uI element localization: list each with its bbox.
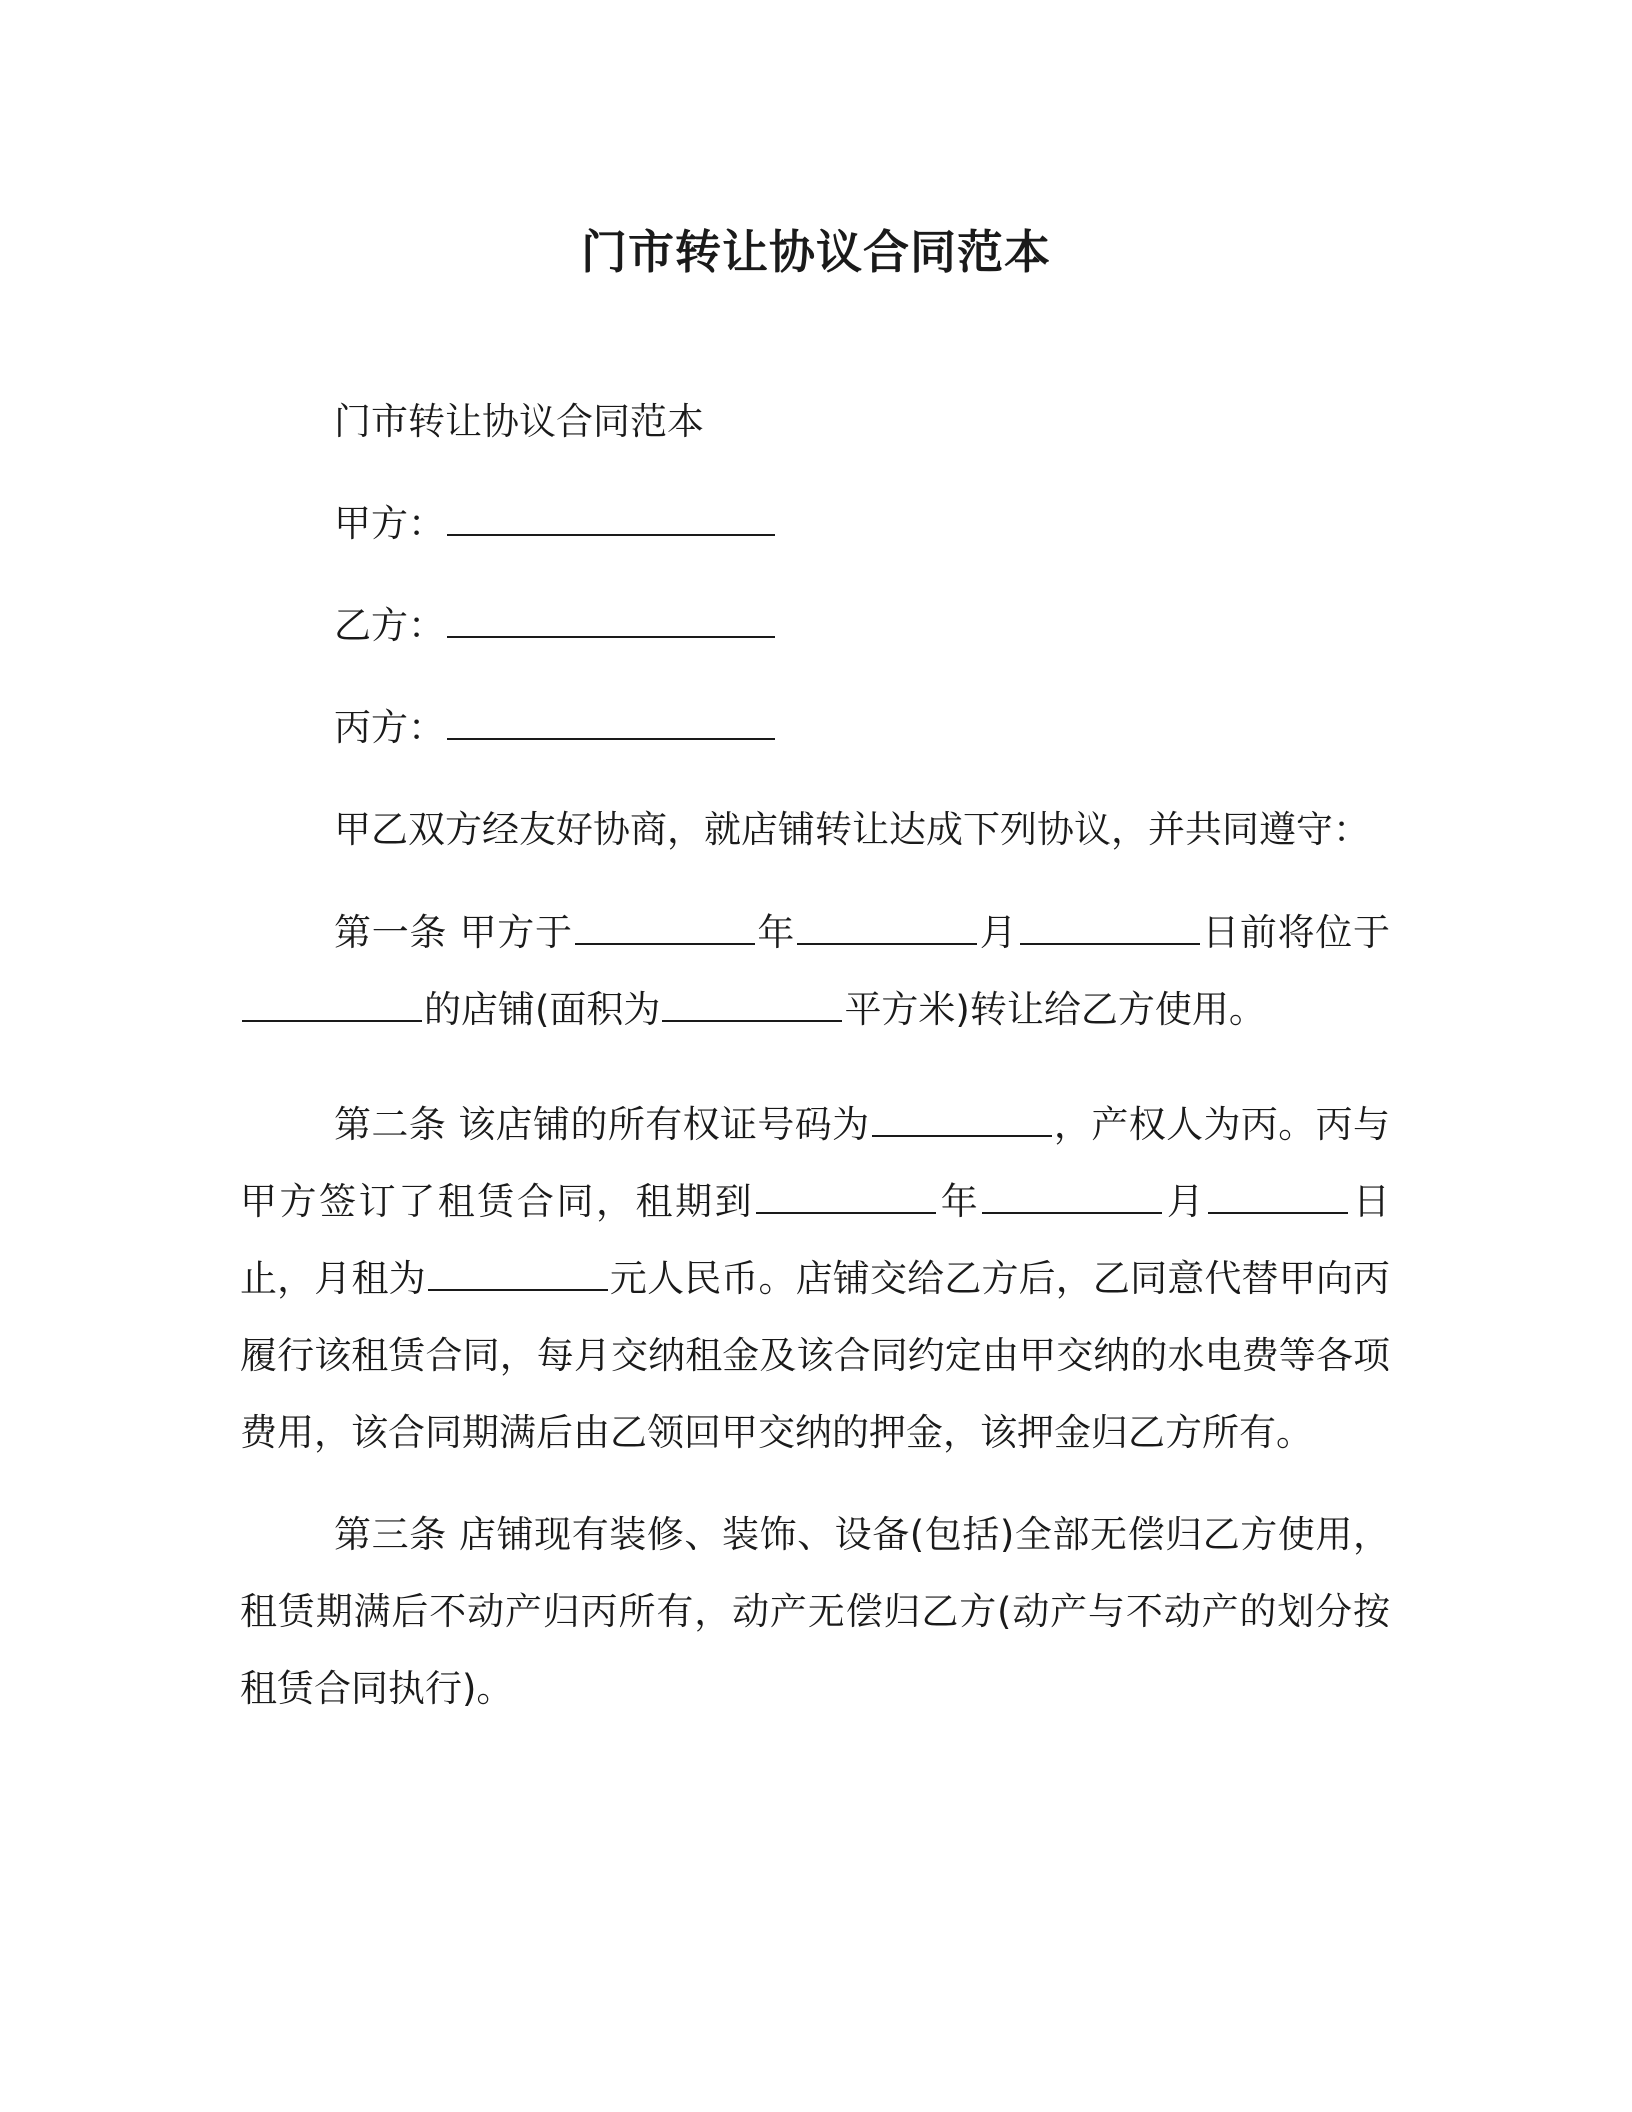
article-2-text: ，产权人为丙。丙与甲方签订了租赁合同，租期到 <box>240 1103 1391 1223</box>
article-2 <box>240 1086 1390 1471</box>
article-3: 第三条 店铺现有装修、装饰、设备(包括)全部无偿归乙方使用，租赁期满后不动产归丙所有，动产无偿归乙方(动产与不动产的划分按租赁合同执行)。 <box>240 1513 1390 1710</box>
party-c-blank <box>447 704 775 740</box>
article-2-text: 元人民币。店铺交给乙方后，乙同意代替甲向丙履行该租赁合同，每月交纳租金及该合同约定由甲交纳的水电费等各项费用，该合同期满后由乙领回甲交纳的押金，该押金归乙方所有。 <box>240 1257 1391 1454</box>
article-2-rent-blank <box>428 1255 608 1291</box>
article-1-text: 日前将位于 <box>1201 911 1391 954</box>
article-1-location-blank <box>242 986 422 1022</box>
article-1-text: 的店铺(面积为 <box>424 988 661 1031</box>
party-c-line <box>334 698 777 758</box>
article-1-day-blank <box>1020 909 1200 945</box>
article-2-text: 年 <box>938 1180 981 1223</box>
party-c-label: 丙方： <box>334 706 445 749</box>
article-1 <box>240 894 1390 1048</box>
party-b-blank <box>447 602 775 638</box>
article-2-text: 第二条 该店铺的所有权证号码为 <box>334 1103 870 1146</box>
document-title: 门市转让协议合同范本 <box>581 225 1051 279</box>
article-2-day-blank <box>1208 1178 1348 1214</box>
article-2-certificate-blank <box>872 1101 1052 1137</box>
article-1-text: 月 <box>979 911 1018 954</box>
party-b-line <box>334 596 777 656</box>
article-1-month-blank <box>797 909 977 945</box>
article-2-text: 日止，月租为 <box>240 1180 1391 1300</box>
intro-paragraph: 甲乙双方经友好协商，就店铺转让达成下列协议，并共同遵守： <box>334 808 1370 851</box>
article-1-area-blank <box>662 986 842 1022</box>
article-1-text: 平方米)转让给乙方使用。 <box>844 988 1266 1031</box>
party-a-line <box>334 494 777 554</box>
party-a-blank <box>447 500 775 536</box>
article-2-text: 月 <box>1164 1180 1207 1223</box>
article-2-month-blank <box>982 1178 1162 1214</box>
party-a-label: 甲方： <box>334 502 445 545</box>
article-1-year-blank <box>575 909 755 945</box>
article-1-text: 第一条 甲方于 <box>334 911 573 954</box>
document-subtitle: 门市转让协议合同范本 <box>334 400 704 443</box>
party-b-label: 乙方： <box>334 604 445 647</box>
article-2-year-blank <box>756 1178 936 1214</box>
article-1-text: 年 <box>756 911 796 954</box>
